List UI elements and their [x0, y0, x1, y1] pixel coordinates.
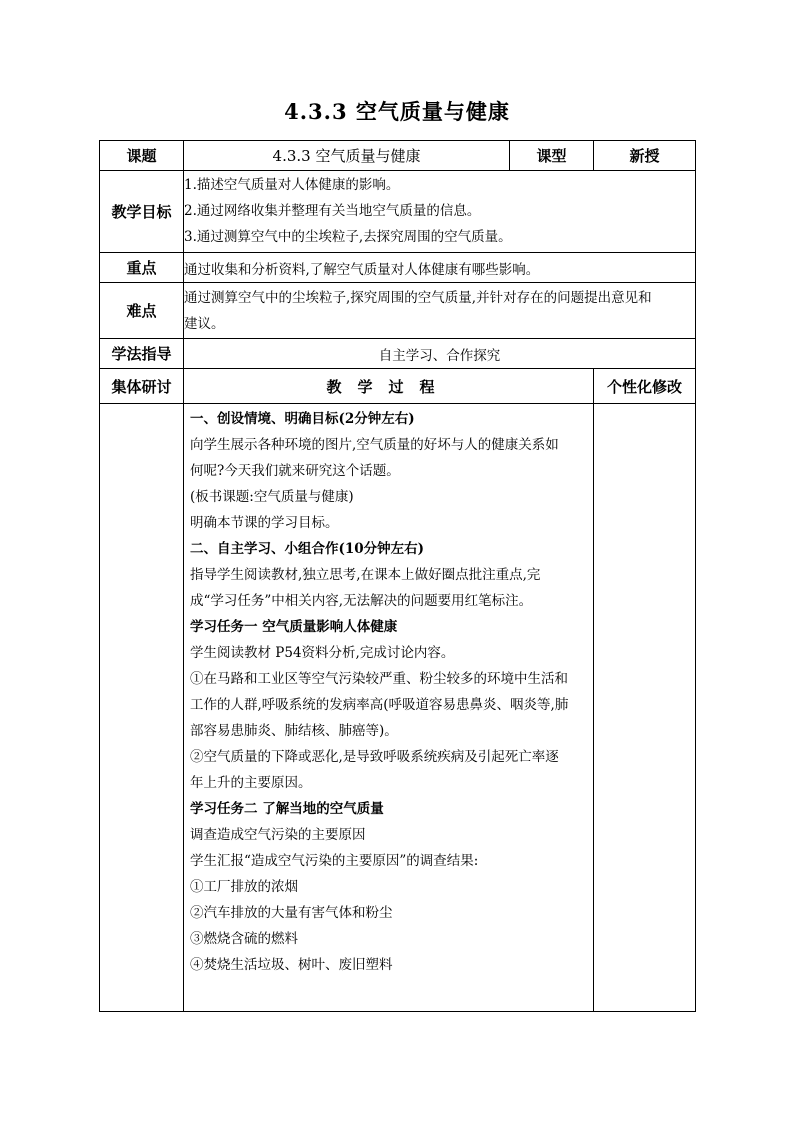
- type-value: 新授: [594, 141, 696, 171]
- difficulty-label: 难点: [100, 283, 184, 339]
- row-goals: [100, 171, 696, 253]
- row-difficulty: [100, 283, 696, 339]
- revision-label: 个性化修改: [594, 369, 696, 404]
- method-label: 学法指导: [100, 339, 184, 369]
- process-header: 教学过程: [184, 369, 594, 404]
- row-key: [100, 253, 696, 283]
- topic-label: 课题: [100, 141, 184, 171]
- task-title: 学习任务二 了解当地的空气质量: [190, 801, 384, 817]
- row-process-header: [100, 369, 696, 404]
- type-label: 课型: [510, 141, 594, 171]
- task-title: 学习任务一 空气质量影响人体健康: [190, 619, 398, 635]
- section-title: 二、自主学习、小组合作(10分钟左右): [190, 541, 425, 557]
- goal-item: 1.描述空气质量对人体健康的影响。: [184, 177, 400, 193]
- topic-value: 4.3.3 空气质量与健康: [184, 141, 510, 171]
- difficulty-value: 通过测算空气中的尘埃粒子,探究周围的空气质量,并针对存在的问题提出意见和 建议。: [184, 283, 696, 339]
- row-topic: [100, 141, 696, 171]
- method-value: 自主学习、合作探究: [184, 339, 696, 369]
- goals-list: [184, 171, 696, 253]
- discussion-cell: [100, 404, 184, 1012]
- revision-cell: [594, 404, 696, 1012]
- row-process-body: [100, 404, 696, 1012]
- discussion-label: 集体研讨: [100, 369, 184, 404]
- page-title: 4.3.3 空气质量与健康: [284, 99, 510, 124]
- goals-label: 教学目标: [100, 171, 184, 253]
- key-label: 重点: [100, 253, 184, 283]
- lesson-plan-table: [99, 140, 696, 1012]
- process-content: 一、创设情境、明确目标(2分钟左右) 向学生展示各种环境的图片,空气质量的好坏与人的健康关系如 何呢?今天我们就来研究这个话题。 (板书课题:空气质量与健康) 明确本节课的学习目标。 二、自主学习、小组合作(10分钟左右) 指导学生阅读教材,独立思考,在课本上做好圈点批注重点,完 成“学习任务”中相关内容,无法解决的问题要用红笔标注。 学习任务一 空气质量影响人体健康 学生阅读教材 P54资料分析,完成讨论内容。 ①在马路和工业区等空气污染较严重、粉尘较多的环境中生活和 工作的人群,呼吸系统的发病率高(呼吸道容易患鼻炎、咽炎等,肺 部容易患肺炎、肺结核、肺癌等)。 ②空气质量的下降或恶化,是导致呼吸系统疾病及引起死亡率逐 年上升的主要原因。 学习任务二 了解当地的空气质量 调查造成空气污染的主要原因 学生汇报“造成空气污染的主要原因”的调查结果: ①工厂排放的浓烟 ②汽车排放的大量有害气体和粉尘 ③燃烧含硫的燃料 ④焚烧生活垃圾、树叶、废旧塑料: [184, 404, 594, 1012]
- goal-item: 3.通过测算空气中的尘埃粒子,去探究周围的空气质量。: [184, 229, 512, 245]
- goal-item: 2.通过网络收集并整理有关当地空气质量的信息。: [184, 203, 481, 219]
- section-title: 一、创设情境、明确目标(2分钟左右): [190, 411, 415, 427]
- row-method: [100, 339, 696, 369]
- key-value: 通过收集和分析资料,了解空气质量对人体健康有哪些影响。: [184, 253, 696, 283]
